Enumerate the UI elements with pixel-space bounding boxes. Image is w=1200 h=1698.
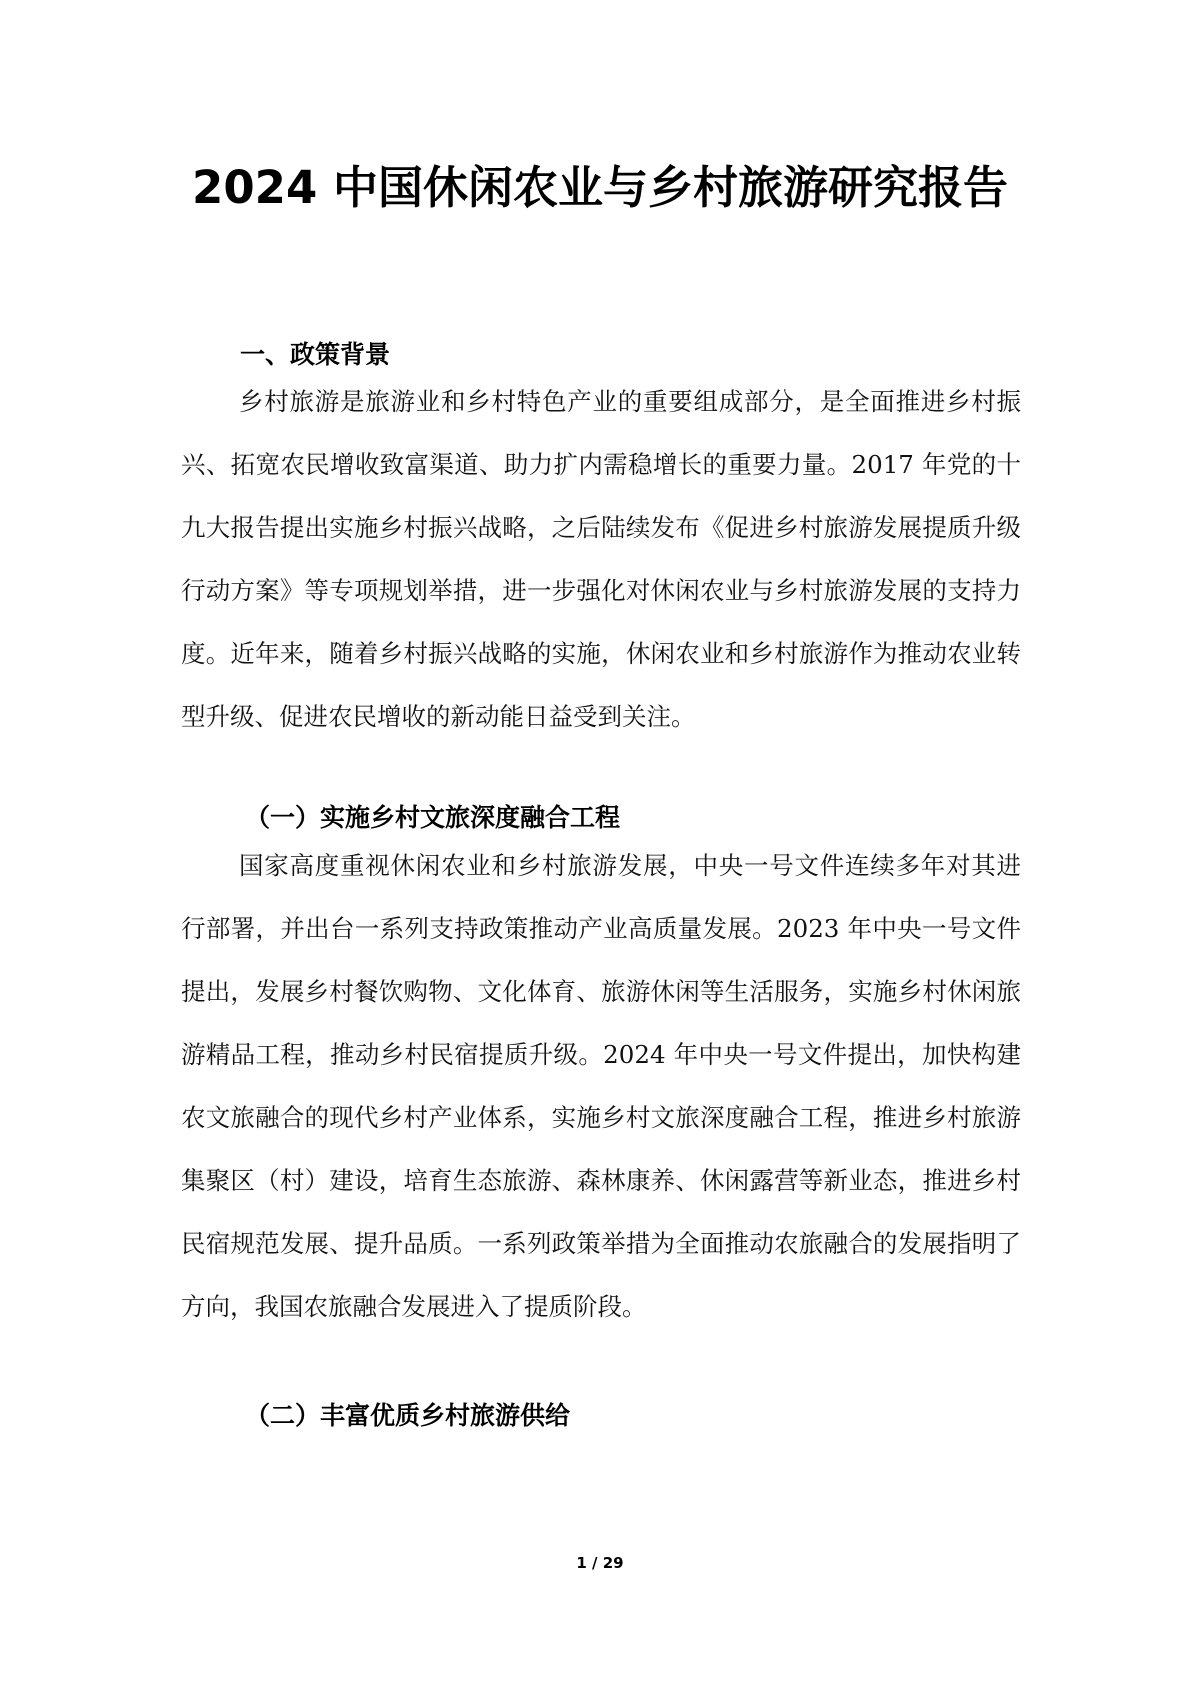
document-title: 2024 中国休闲农业与乡村旅游研究报告 [192, 161, 1008, 214]
section-heading-policy-background: 一、政策背景 [240, 340, 391, 369]
subsection-heading-2: （二）丰富优质乡村旅游供给 [245, 1401, 571, 1430]
paragraph-subsection-1: 国家高度重视休闲农业和乡村旅游发展，中央一号文件连续多年对其进行部署，并出台一系列支持政策推动产业高质量发展。2023 年中央一号文件提出，发展乡村餐饮购物、文化体育、旅游休闲等生活服务，实施乡村休闲旅游精品工程，推动乡村民宿提质升级。2024 年中央一号文件提出，加快构建农文旅融合的现代乡村产业体系，实施乡村文旅深度融合工程，推进乡村旅游集聚区（村）建设，培育生态旅游、森林康养、休闲露营等新业态，推进乡村民宿规范发展、提升品质。一系列政策举措为全面推动农旅融合的发展指明了方向，我国农旅融合发展进入了提质阶段。 [181, 851, 1021, 1321]
subsection-heading-1: （一）实施乡村文旅深度融合工程 [245, 803, 621, 832]
page-number: 1 / 29 [576, 1554, 624, 1572]
paragraph-intro: 乡村旅游是旅游业和乡村特色产业的重要组成部分，是全面推进乡村振兴、拓宽农民增收致富渠道、助力扩内需稳增长的重要力量。2017 年党的十九大报告提出实施乡村振兴战略，之后陆续发布《促进乡村旅游发展提质升级行动方案》等专项规划举措，进一步强化对休闲农业与乡村旅游发展的支持力度。近年来，随着乡村振兴战略的实施，休闲农业和乡村旅游作为推动农业转型升级、促进农民增收的新动能日益受到关注。 [181, 387, 1021, 731]
